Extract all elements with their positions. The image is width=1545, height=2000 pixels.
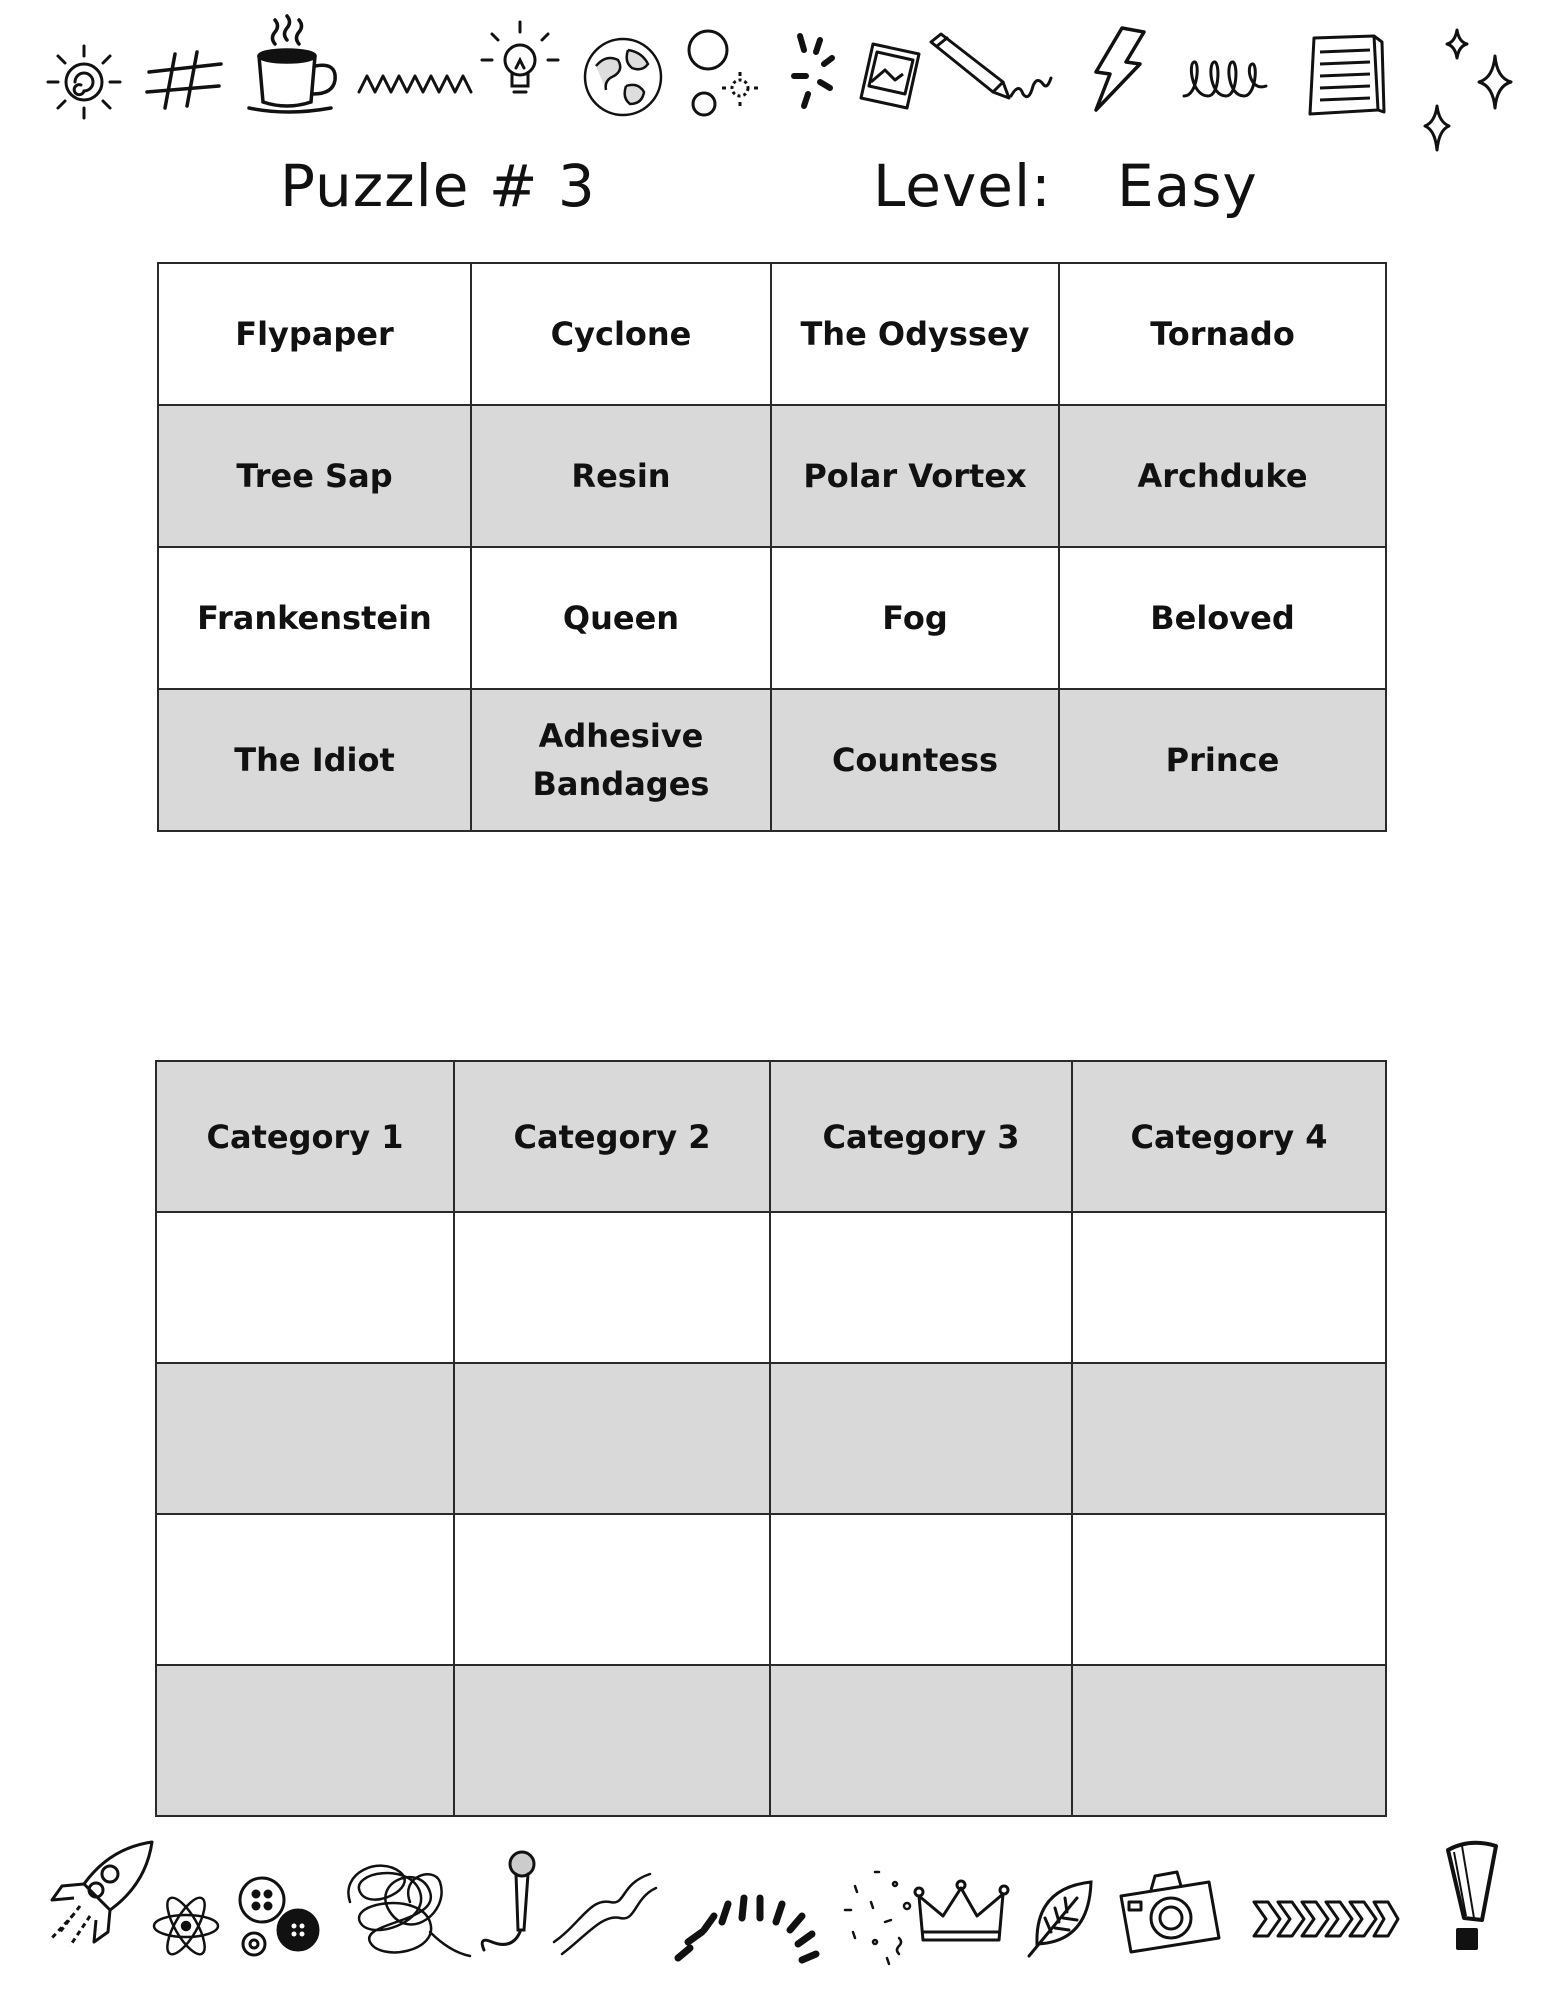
answer-cell[interactable]: [454, 1363, 770, 1514]
buttons-icon: [232, 1872, 322, 1962]
answer-grid: [155, 1060, 1387, 1817]
answer-cell[interactable]: [156, 1665, 454, 1816]
answer-cell[interactable]: [156, 1363, 454, 1514]
camera-icon: [1115, 1868, 1223, 1958]
word-tile[interactable]: Countess: [771, 689, 1059, 831]
answer-cell[interactable]: [770, 1514, 1072, 1665]
word-grid: [157, 262, 1387, 832]
word-tile[interactable]: Resin: [471, 405, 771, 547]
answer-cell[interactable]: [454, 1212, 770, 1363]
word-tile[interactable]: Tree Sap: [158, 405, 471, 547]
sparkles-icon: [1415, 26, 1515, 156]
coffee-cup-icon: [245, 12, 345, 117]
loops-icon: [1180, 52, 1270, 107]
answer-cell[interactable]: [1072, 1363, 1386, 1514]
category-header: Category 4: [1072, 1061, 1386, 1212]
answer-row: [156, 1363, 1386, 1514]
category-header: Category 1: [156, 1061, 454, 1212]
globe-icon: [582, 36, 664, 118]
lightning-icon: [1088, 24, 1148, 114]
word-row: [158, 405, 1386, 547]
exclamation-icon: [1440, 1836, 1505, 1956]
confetti-icon: [835, 1866, 925, 1966]
burst-icon: [790, 30, 840, 115]
level-label: Level:: [873, 152, 1052, 220]
word-tile[interactable]: The Idiot: [158, 689, 471, 831]
word-tile[interactable]: Flypaper: [158, 263, 471, 405]
category-header: Category 2: [454, 1061, 770, 1212]
answer-cell[interactable]: [770, 1212, 1072, 1363]
word-tile[interactable]: Queen: [471, 547, 771, 689]
word-tile[interactable]: Prince: [1059, 689, 1386, 831]
word-tile[interactable]: Frankenstein: [158, 547, 471, 689]
answer-row: [156, 1665, 1386, 1816]
sun-icon: [42, 40, 126, 124]
wavy-lines-icon: [550, 1868, 660, 1958]
word-tile[interactable]: Tornado: [1059, 263, 1386, 405]
bubbles-icon: [682, 26, 762, 121]
rays-icon: [670, 1888, 820, 1968]
pencil-icon: [925, 30, 1055, 105]
answer-row: [156, 1212, 1386, 1363]
crown-icon: [915, 1880, 1010, 1950]
answer-cell[interactable]: [1072, 1665, 1386, 1816]
notepad-icon: [1300, 30, 1385, 120]
rocket-icon: [40, 1836, 160, 1956]
puzzle-title: Puzzle # 3: [280, 152, 596, 220]
word-row: [158, 689, 1386, 831]
answer-cell[interactable]: [454, 1665, 770, 1816]
word-tile[interactable]: Fog: [771, 547, 1059, 689]
word-row: [158, 263, 1386, 405]
word-tile[interactable]: Beloved: [1059, 547, 1386, 689]
word-tile[interactable]: Cyclone: [471, 263, 771, 405]
answer-cell[interactable]: [770, 1665, 1072, 1816]
word-tile[interactable]: Polar Vortex: [771, 405, 1059, 547]
answer-cell[interactable]: [454, 1514, 770, 1665]
chevrons-icon: [1250, 1894, 1400, 1944]
answer-cell[interactable]: [1072, 1514, 1386, 1665]
answer-cell[interactable]: [156, 1514, 454, 1665]
zigzag-icon: [355, 62, 475, 102]
hashtag-icon: [145, 50, 225, 110]
answer-cell[interactable]: [156, 1212, 454, 1363]
answer-row: [156, 1514, 1386, 1665]
category-header: Category 3: [770, 1061, 1072, 1212]
atom-icon: [150, 1890, 222, 1962]
microphone-icon: [472, 1846, 542, 1956]
scribble-icon: [330, 1852, 475, 1967]
word-tile[interactable]: Archduke: [1059, 405, 1386, 547]
word-tile[interactable]: The Odyssey: [771, 263, 1059, 405]
answer-cell[interactable]: [770, 1363, 1072, 1514]
photo-icon: [855, 38, 925, 113]
word-tile[interactable]: Adhesive Bandages: [471, 689, 771, 831]
answer-cell[interactable]: [1072, 1212, 1386, 1363]
level-value: Easy: [1117, 152, 1258, 220]
leaf-icon: [1025, 1878, 1097, 1960]
word-row: [158, 547, 1386, 689]
lightbulb-icon: [478, 18, 563, 108]
category-header-row: [156, 1061, 1386, 1212]
